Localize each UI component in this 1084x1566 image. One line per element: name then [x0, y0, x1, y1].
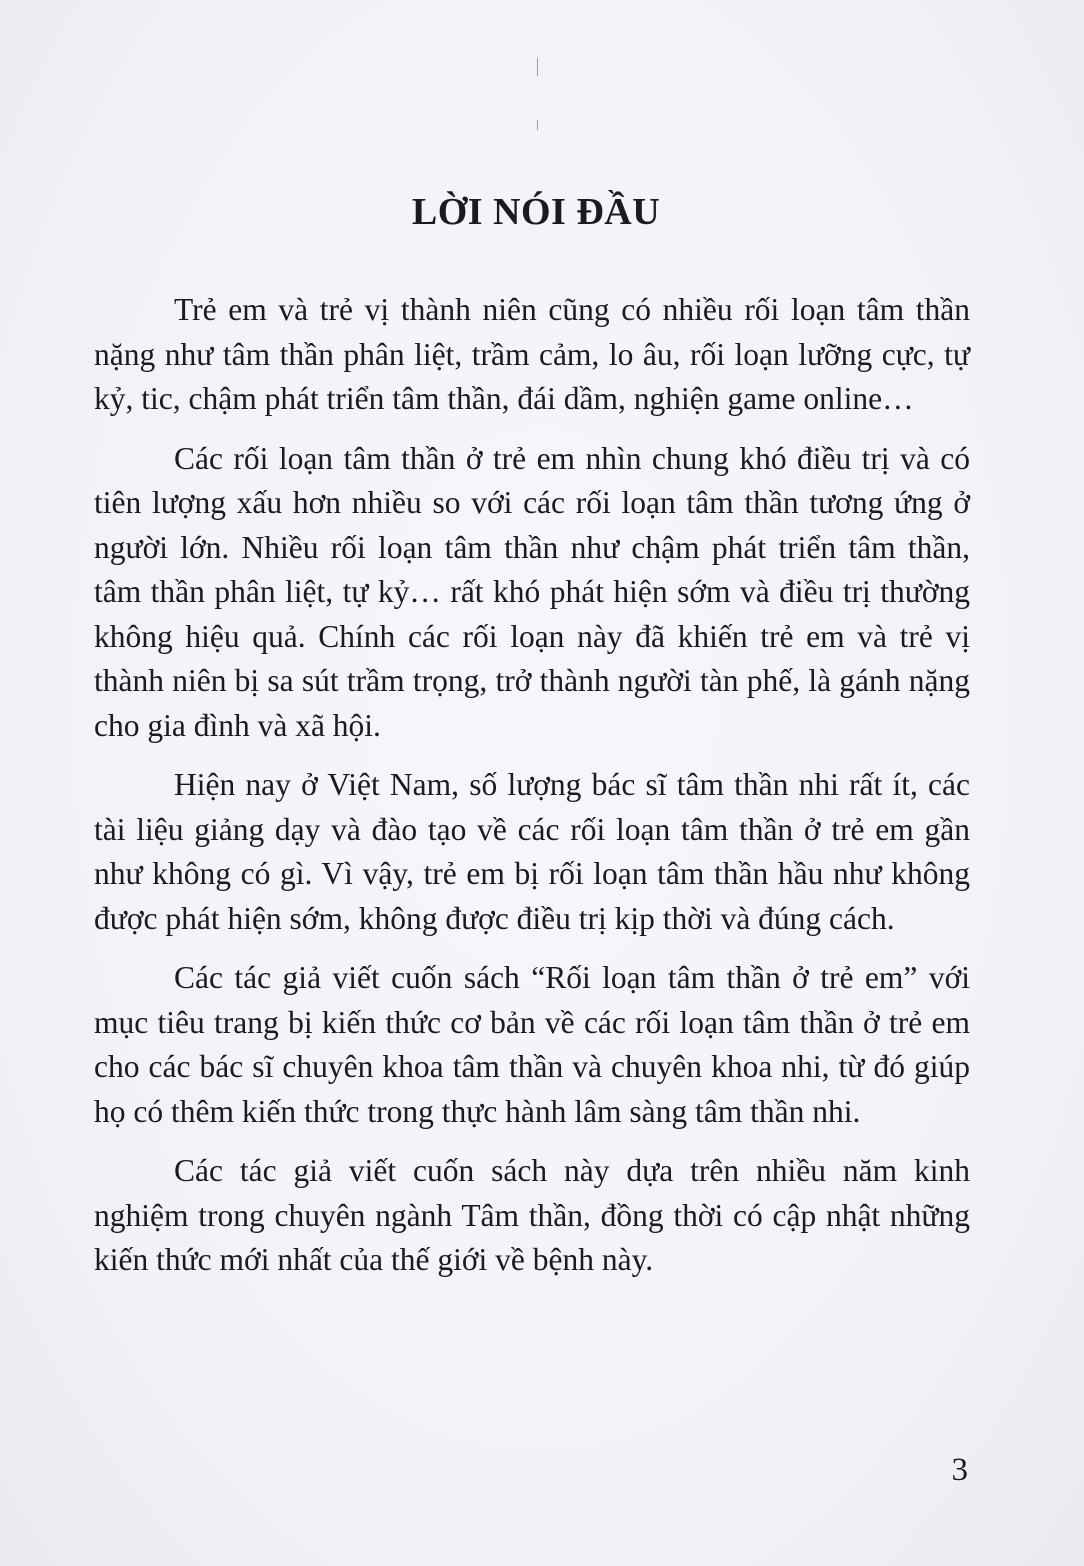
binding-mark	[537, 58, 538, 76]
body-text	[94, 288, 970, 1283]
paragraph: Hiện nay ở Việt Nam, số lượng bác sĩ tâm thần nhi rất ít, các tài liệu giảng dạy và đào tạo về các rối loạn tâm thần ở trẻ em gần như không có gì. Vì vậy, trẻ em bị rối loạn tâm thần hầu như không được phát hiện sớm, không được điều trị kịp thời và đúng cách.	[94, 767, 970, 936]
paragraph: Các tác giả viết cuốn sách “Rối loạn tâm thần ở trẻ em” với mục tiêu trang bị kiến thức cơ bản về các rối loạn tâm thần ở trẻ em cho các bác sĩ chuyên khoa tâm thần và chuyên khoa nhi, từ đó giúp họ có thêm kiến thức trong thực hành lâm sàng tâm thần nhi.	[94, 960, 970, 1129]
paragraph: Các tác giả viết cuốn sách này dựa trên nhiều năm kinh nghiệm trong chuyên ngành Tâm thần, đồng thời có cập nhật những kiến thức mới nhất của thế giới về bệnh này.	[94, 1153, 970, 1277]
paragraph: Trẻ em và trẻ vị thành niên cũng có nhiều rối loạn tâm thần nặng như tâm thần phân liệt, trầm cảm, lo âu, rối loạn lưỡng cực, tự kỷ, tic, chậm phát triển tâm thần, đái dầm, nghiện game online…	[94, 292, 970, 416]
binding-mark	[537, 120, 538, 130]
page-title: LỜI NÓI ĐẦU	[411, 191, 661, 233]
paragraph: Các rối loạn tâm thần ở trẻ em nhìn chung khó điều trị và có tiên lượng xấu hơn nhiều so với các rối loạn tâm thần tương ứng ở người lớn. Nhiều rối loạn tâm thần như chậm phát triển tâm thần, tâm thần phân liệt, tự kỷ… rất khó phát hiện sớm và điều trị thường không hiệu quả. Chính các rối loạn này đã khiến trẻ em và trẻ vị thành niên bị sa sút trầm trọng, trở thành người tàn phế, là gánh nặng cho gia đình và xã hội.	[94, 440, 970, 743]
page-number: 3	[951, 1452, 968, 1488]
